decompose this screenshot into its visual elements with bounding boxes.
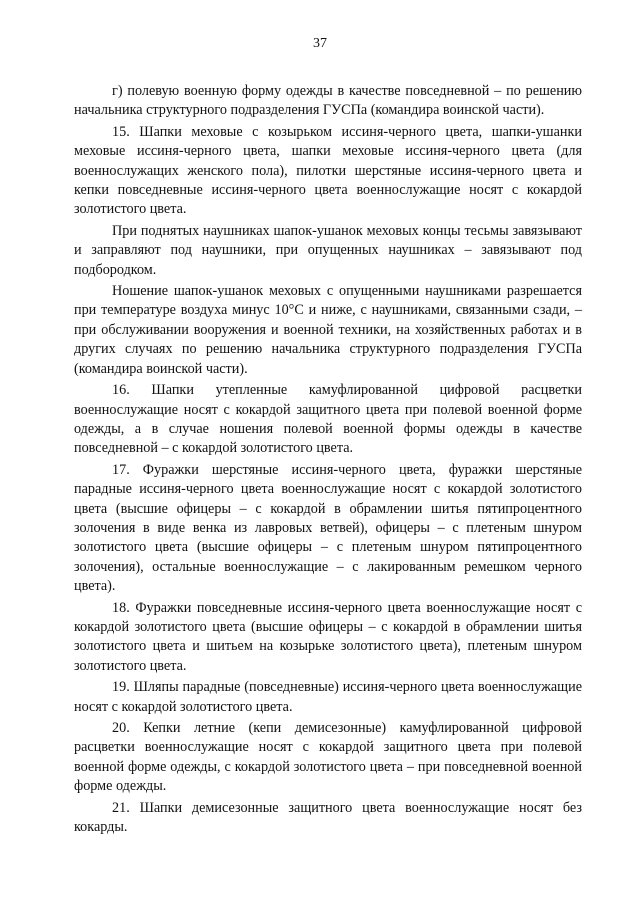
paragraph-21: 21. Шапки демисезонные защитного цвета военнослужащие носят без кокарды. — [74, 799, 582, 836]
paragraph-18: 18. Фуражки повседневные иссиня-черного цвета военнослужащие носят с кокардой золотистого цвета (высшие офицеры – с кокардой в обрамлении шитья золотистого цвета и шитьем на козырьке золотистого цвета), плетеным шнуром золотистого цвета. — [74, 599, 582, 674]
paragraph-17: 17. Фуражки шерстяные иссиня-черного цвета, фуражки шерстяные парадные иссиня-черного цвета военнослужащие носят с кокардой золотистого цвета (высшие офицеры – с кокардой в обрамлении шитья пятипроцентного золочения в виде венка из лавровых ветвей), офицеры – с плетеным шнуром золотистого цвета (высшие офицеры – с плетеным шнуром пятипроцентного золочения), остальные военнослужащие – с лакированным ремешком черного цвета). — [74, 461, 582, 595]
page-number: 37 — [313, 36, 327, 51]
paragraph-g-field-uniform: г) полевую военную форму одежды в качестве повседневной – по решению начальника структурного подразделения ГУСПа (командира воинской части). — [74, 83, 582, 119]
paragraph-20: 20. Кепки летние (кепи демисезонные) камуфлированной цифровой расцветки военнослужащие носят с кокардой защитного цвета при полевой военной форме одежды, с кокардой золотистого цвета – при повседневной военной форме одежды. — [74, 720, 582, 795]
paragraph-15-earflaps-raised: При поднятых наушниках шапок-ушанок меховых концы тесьмы завязывают и заправляют под наушники, при опущенных наушниках – завязывают под подбородком. — [74, 222, 582, 278]
document-body — [74, 82, 582, 839]
paragraph-19: 19. Шляпы парадные (повседневные) иссиня-черного цвета военнослужащие носят с кокардой золотистого цвета. — [74, 679, 582, 715]
paragraph-15: 15. Шапки меховые с козырьком иссиня-черного цвета, шапки-ушанки меховые иссиня-черного цвета, шапки меховые иссиня-черного цвета (для военнослужащих женского пола), пилотки шерстяные иссиня-черного цвета и кепки повседневные иссиня-черного цвета военнослужащие носят с кокардой золотистого цвета. — [74, 123, 582, 218]
paragraph-15-earflaps-lowered: Ношение шапок-ушанок меховых с опущенными наушниками разрешается при температуре воздуха минус 10°С и ниже, с наушниками, связанными сзади, – при обслуживании вооружения и военной техники, на хозяйственных работах и в других случаях по решению начальника структурного подразделения ГУСПа (командира воинской части). — [74, 283, 582, 377]
paragraph-16: 16. Шапки утепленные камуфлированной цифровой расцветки военнослужащие носят с кокардой защитного цвета при полевой военной форме одежды, а в случае ношения полевой военной формы одежды в качестве повседневной – с кокардой золотистого цвета. — [74, 382, 582, 457]
